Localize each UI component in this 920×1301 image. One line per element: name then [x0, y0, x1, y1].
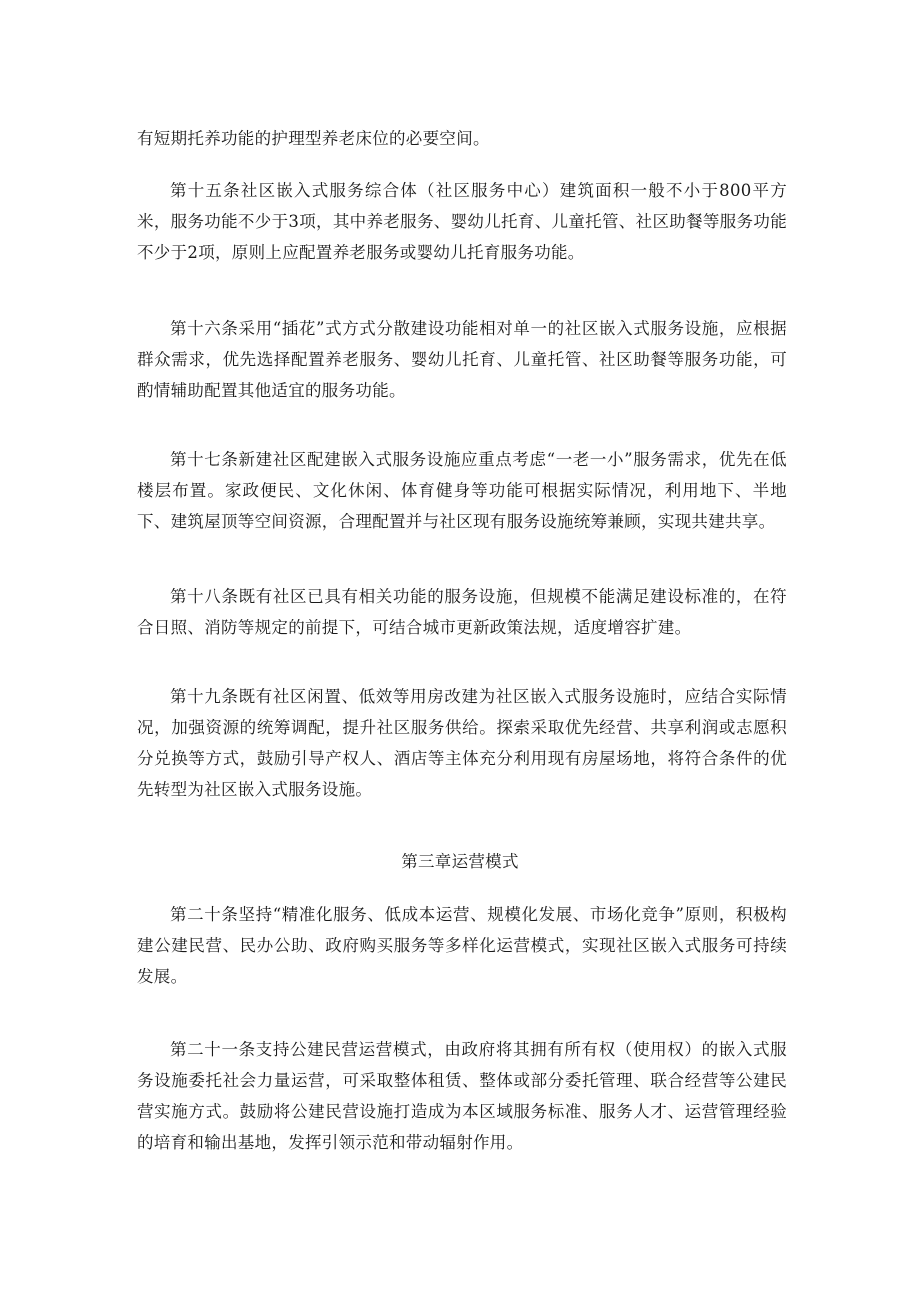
chapter-heading: 第三章运营模式: [401, 852, 519, 871]
paragraph-article-20: 第二十条坚持“精准化服务、低成本运营、规模化发展、市场化竞争”原则，积极构建公建民营、民办公助、政府购买服务等多样化运营模式，实现社区嵌入式服务可持续发展。: [137, 905, 787, 986]
paragraph-article-17: 第十七条新建社区配建嵌入式服务设施应重点考虑“一老一小”服务需求，优先在低楼层布置。家政便民、文化休闲、体育健身等功能可根据实际情况，利用地下、半地下、建筑屋顶等空间资源，合理配置并与社区现有服务设施统筹兼顾，实现共建共享。: [137, 450, 787, 531]
paragraph-article-19: 第十九条既有社区闲置、低效等用房改建为社区嵌入式服务设施时，应结合实际情况，加强资源的统筹调配，提升社区服务供给。探索采取优先经营、共享利润或志愿积分兑换等方式，鼓励引导产权人、酒店等主体充分利用现有房屋场地，将符合条件的优先转型为社区嵌入式服务设施。: [137, 687, 787, 799]
paragraph-article-18: 第十八条既有社区已具有相关功能的服务设施，但规模不能满足建设标准的，在符合日照、消防等规定的前提下，可结合城市更新政策法规，适度增容扩建。: [137, 587, 787, 637]
paragraph-article-21: 第二十一条支持公建民营运营模式，由政府将其拥有所有权（使用权）的嵌入式服务设施委托社会力量运营，可采取整体租赁、整体或部分委托管理、联合经营等公建民营实施方式。鼓励将公建民营设施打造成为本区域服务标准、服务人才、运营管理经验的培育和输出基地，发挥引领示范和带动辐射作用。: [137, 1040, 787, 1152]
paragraph-continued: 有短期托养功能的护理型养老床位的必要空间。: [137, 129, 490, 148]
paragraph-article-16: 第十六条采用“插花”式方式分散建设功能相对单一的社区嵌入式服务设施，应根据群众需求，优先选择配置养老服务、婴幼儿托育、儿童托管、社区助餐等服务功能，可酌情辅助配置其他适宜的服务功能。: [137, 319, 787, 400]
paragraph-article-15: 第十五条社区嵌入式服务综合体（社区服务中心）建筑面积一般不小于800平方米，服务功能不少于3项，其中养老服务、婴幼儿托育、儿童托管、社区助餐等服务功能不少于2项，原则上应配置养老服务或婴幼儿托育服务功能。: [137, 181, 787, 262]
